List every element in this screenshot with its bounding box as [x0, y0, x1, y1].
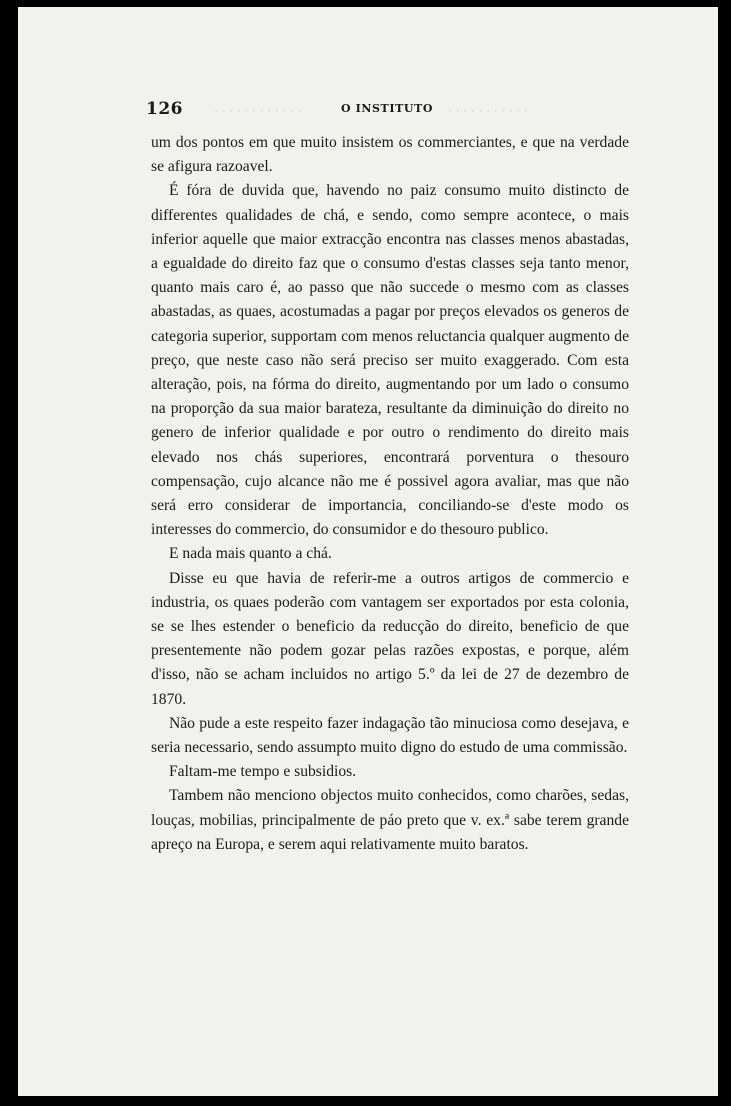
paragraph: Faltam-me tempo e subsidios.: [169, 763, 357, 781]
paragraph: Tambem não menciono objectos muito conhecidos, como charões, sedas, louças, mobilias, principalmente de páo preto que v. ex.ª sabe terem grande apreço na Europa, e serem aqui relativamente muito baratos.: [151, 787, 629, 853]
running-title: O INSTITUTO: [341, 102, 434, 115]
page-number: 126: [146, 99, 183, 119]
show-through-text: · · · · · · · · · · · ·: [214, 103, 302, 118]
paragraph: Não pude a este respeito fazer indagação tão minuciosa como desejava, e seria necessario, sendo assumpto muito digno do estudo de uma commissão.: [151, 714, 629, 757]
paragraph: um dos pontos em que muito insistem os commerciantes, e que na verdade se afigura razoavel.: [151, 134, 629, 176]
body-text: [151, 131, 629, 857]
book-page: [18, 7, 718, 1096]
page-header: [146, 99, 624, 121]
paragraph: E nada mais quanto a chá.: [169, 545, 332, 563]
paragraph: Disse eu que havia de referir-me a outros artigos de commercio e industria, os quaes poderão com vantagem ser exportados por esta colonia, se se lhes estender o beneficio da reducção do direito, beneficio de que presentemente não podem gozar pelas razões expostas, e porque, além d'isso, não se acham incluidos no artigo 5.º da lei de 27 de dezembro de 1870.: [151, 569, 629, 708]
paragraph: É fóra de duvida que, havendo no paiz consumo muito distincto de differentes qualidades de chá, e sendo, como sempre acontece, o mais inferior aquelle que maior extracção encontra nas classes menos abastadas, a egualdade do direito faz que o consumo d'estas classes seja tanto menor, quanto mais caro é, ao passo que não succede o mesmo com as classes abastadas, as quaes, acostumadas a pagar por preços elevados os generos de categoria superior, supportam com menos reluctancia qualquer augmento de preço, que neste caso não será preciso ser muito exaggerado. Com esta alteração, pois, na fórma do direito, augmentando por um lado o consumo na proporção da sua maior barateza, resultante da diminuição do direito no genero de inferior qualidade e por outro o rendimento do direito mais elevado nos chás superiores, encontrará porventura o thesouro compensação, cujo alcance não me é possivel agora avaliar, mas que não será erro considerar de importancia, conciliando-se d'este modo os interesses do commercio, do consumidor e do thesouro publico.: [151, 182, 629, 539]
show-through-text: · · · · · · · · · · ·: [448, 103, 529, 118]
